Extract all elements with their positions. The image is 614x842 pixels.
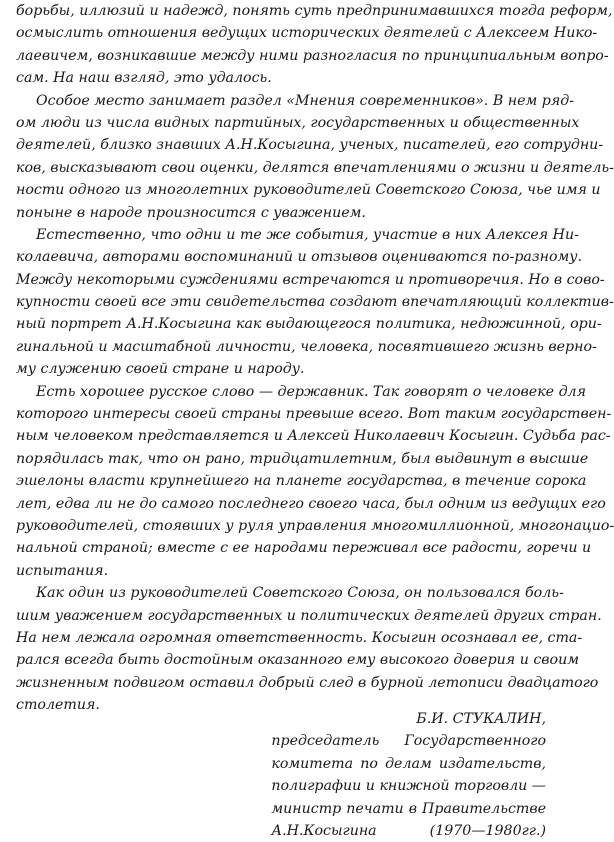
signature-title-line: министр печати в Правительстве [271, 800, 546, 817]
text-line: испытания. [16, 562, 109, 579]
text-line: ков, высказывают свои оценки, делятся впечатлениями о жизни и деятель- [16, 159, 614, 176]
signature-title-line: комитета по делам издательств, [271, 755, 546, 772]
text-line: рался всегда быть достойным оказанного ему высокого доверия и своим [16, 652, 579, 669]
signature-title-line: полиграфии и книжной торговли — [271, 778, 546, 795]
text-line: ный портрет А.Н.Косыгина как выдающегося политика, недюжинной, ори- [16, 316, 602, 333]
text-line: борьбы, иллюзий и надежд, понять суть предпринимавшихся тогда реформ, [16, 3, 613, 19]
signature-block [271, 708, 546, 842]
text-line: ом люди из числа видных партийных, государственных и общественных [16, 114, 580, 131]
text-line: нальной страной; вместе с ее народами переживал все радости, горечи и [16, 540, 592, 557]
signature-title-line: председатель Государственного [271, 733, 546, 750]
text-line: лет, едва ли не до самого последнего своего часа, был одним из ведущих его [16, 495, 606, 512]
text-line: Как один из руководителей Советского Союза, он пользовался боль- [36, 585, 564, 602]
text-line: колаевича, авторами воспоминаний и отзывов оцениваются по-разному. [16, 249, 582, 266]
text-line: лаевичем, возникавшие между ними разногласия по принципиальным вопро- [16, 47, 609, 64]
text-line: На нем лежала огромная ответственность. Косыгин осознавал ее, ста- [16, 629, 583, 646]
text-line: Есть хорошее русское слово — державник. Так говорят о человеке для [36, 383, 586, 400]
text-line: му служению своей стране и народу. [16, 361, 305, 378]
text-line: жизненным подвигом оставил добрый след в бурной летописи двадцатого [16, 674, 599, 691]
paragraph-5 [16, 582, 602, 716]
text-line: Особое место занимает раздел «Мнения современников». В нем ряд- [36, 92, 575, 109]
text-line: ности одного из многолетних руководителей Советского Союза, чье имя и [16, 182, 601, 199]
text-line: осмыслить отношения ведущих исторических деятелей с Алексеем Нико- [16, 25, 598, 42]
text-line: ным человеком представляется и Алексей Николаевич Косыгин. Судьба рас- [16, 428, 611, 445]
text-line: эшелоны власти крупнейшего на планете государства, в течение сорока [16, 473, 587, 490]
text-line: столетия. [16, 697, 100, 714]
text-line: Естественно, что одни и те же события, участие в них Алексея Ни- [36, 226, 579, 243]
signature-title-line: А.Н.Косыгина (1970—1980гг.) [271, 823, 546, 840]
signature-name: Б.И. СТУКАЛИН, [416, 711, 546, 727]
text-line: сам. На наш взгляд, это удалось. [16, 70, 272, 87]
text-line: порядилась так, что он рано, тридцатилетним, был выдвинут в высшие [16, 450, 589, 467]
text-line: шим уважением государственных и политических деятелей других стран. [16, 607, 602, 624]
text-line: купности своей все эти свидетельства создают впечатляющий коллектив- [16, 294, 614, 311]
text-line: руководителей, стоявших у руля управления многомиллионной, многонацио- [16, 517, 614, 534]
paragraph-4 [16, 381, 614, 583]
paragraph-1 [16, 0, 613, 90]
text-line: гинальной и масштабной личности, человека, посвятившего жизнь верно- [16, 338, 597, 355]
paragraph-2 [16, 90, 614, 224]
document-page [16, 0, 614, 717]
paragraph-3 [16, 224, 614, 381]
text-line: деятелей, близко знавших А.Н.Косыгина, ученых, писателей, его сотрудни- [16, 137, 604, 154]
text-line: поныне в народе произносится с уважением. [16, 204, 366, 221]
text-line: которого интересы своей страны превыше всего. Вот таким государствен- [16, 406, 612, 423]
text-line: Между некоторыми суждениями встречаются и противоречия. Но в сово- [16, 271, 605, 288]
